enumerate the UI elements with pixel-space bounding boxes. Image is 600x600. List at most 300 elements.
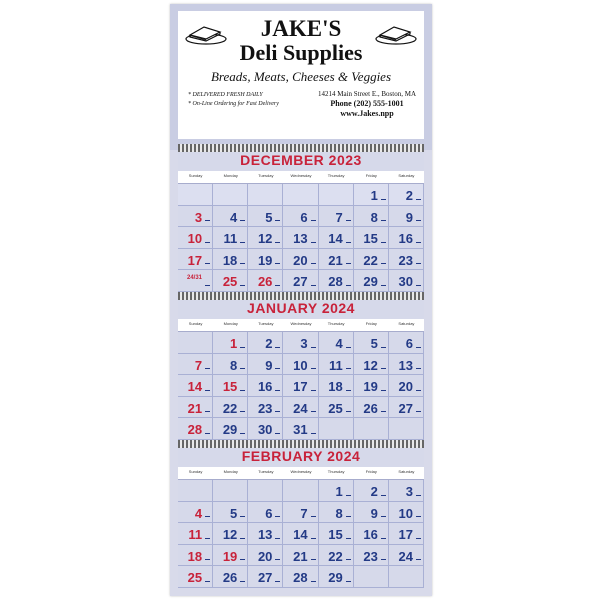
business-subtitle: Deli Supplies: [239, 40, 363, 65]
day-number: 1: [230, 336, 238, 351]
day-cell: [319, 249, 354, 271]
day-cell: [319, 502, 354, 524]
day-cell: [354, 332, 389, 354]
day-underline: [311, 433, 316, 434]
day-number: 16: [363, 527, 378, 542]
day-cell: [354, 545, 389, 567]
day-cell: [213, 375, 248, 397]
day-underline: [416, 559, 421, 560]
day-cell: [319, 523, 354, 545]
spiral-binding: [178, 144, 424, 152]
day-cell: [178, 375, 213, 397]
day-number: 8: [230, 357, 238, 373]
day-cell: [283, 249, 318, 271]
day-underline: [240, 433, 245, 434]
day-number: 27: [293, 274, 308, 289]
day-number: 16: [257, 379, 273, 394]
day-underline: [346, 411, 351, 412]
day-underline: [240, 538, 245, 539]
day-cell: [178, 397, 213, 419]
day-number: 11: [328, 357, 343, 373]
day-underline: [416, 242, 421, 243]
feature-line: * DELIVERED FRESH DAILY: [188, 92, 263, 98]
day-number: 3: [405, 484, 413, 499]
day-number: 12: [363, 357, 378, 373]
day-cell: [389, 545, 424, 567]
business-contact: [318, 89, 416, 119]
weekday-label: Friday: [365, 173, 377, 178]
weekday-label: Thursday: [327, 469, 345, 474]
day-cell: [178, 480, 213, 502]
month-pad: [178, 150, 424, 292]
day-cell: [178, 206, 213, 228]
day-number: 4: [230, 209, 238, 225]
day-cell: [248, 523, 283, 545]
day-number: 28: [293, 570, 308, 585]
day-underline: [346, 516, 351, 517]
day-underline: [311, 220, 316, 221]
spiral-binding: [178, 440, 424, 448]
weekday-label: Tuesday: [258, 173, 274, 178]
day-cell: [283, 502, 318, 524]
weekday-label: Monday: [223, 173, 238, 178]
day-number: 22: [328, 548, 343, 564]
day-underline: [311, 411, 316, 412]
day-underline: [275, 285, 280, 286]
day-number: 15: [328, 527, 343, 542]
weekday-label: Saturday: [398, 173, 415, 178]
day-cell: [389, 566, 424, 588]
day-underline: [416, 368, 421, 369]
weekday-label: Monday: [223, 469, 238, 474]
day-cell: [213, 502, 248, 524]
day-number: 14: [293, 527, 308, 542]
day-cell: [283, 418, 318, 440]
day-underline: [416, 516, 421, 517]
day-underline: [205, 538, 210, 539]
day-underline: [275, 220, 280, 221]
day-underline: [275, 263, 280, 264]
day-cell: [389, 270, 424, 292]
day-cell: [248, 354, 283, 376]
day-number: 9: [370, 505, 378, 521]
day-underline: [381, 285, 386, 286]
day-number: 7: [335, 209, 343, 225]
weekday-label: Sunday: [188, 321, 203, 326]
day-number: 17: [187, 252, 203, 268]
day-number: 30: [398, 274, 413, 289]
day-number: 22: [363, 252, 378, 268]
day-underline: [275, 559, 280, 560]
day-underline: [275, 347, 280, 348]
business-address: 14214 Main Street E., Boston, MA: [318, 90, 416, 98]
day-number: 28: [328, 274, 343, 289]
day-number: 6: [265, 505, 273, 521]
day-cell: [354, 206, 389, 228]
day-underline: [416, 538, 421, 539]
day-cell: [213, 206, 248, 228]
day-cell: [389, 418, 424, 440]
day-cell: [389, 354, 424, 376]
day-cell: [354, 418, 389, 440]
day-underline: [346, 285, 351, 286]
day-cell: [248, 397, 283, 419]
day-cell: [248, 184, 283, 206]
day-number: 24/31: [187, 275, 203, 281]
day-underline: [346, 559, 351, 560]
day-number: 12: [222, 527, 238, 542]
weekday-label: Thursday: [327, 321, 345, 326]
day-cell: [248, 566, 283, 588]
day-underline: [381, 199, 386, 200]
day-cell: [213, 249, 248, 271]
day-number: 30: [257, 422, 273, 437]
day-cell: [354, 227, 389, 249]
day-number: 26: [222, 570, 238, 585]
day-cell: [319, 418, 354, 440]
day-cell: [319, 480, 354, 502]
day-cell: [213, 270, 248, 292]
day-cell: [178, 545, 213, 567]
day-cell: [178, 566, 213, 588]
day-underline: [205, 368, 210, 369]
day-number: 25: [187, 570, 203, 585]
day-cell: [354, 566, 389, 588]
day-cell: [354, 375, 389, 397]
day-number: 20: [257, 548, 273, 564]
day-cell: [213, 523, 248, 545]
day-cell: [178, 354, 213, 376]
day-number: 10: [398, 505, 413, 521]
day-cell: [389, 332, 424, 354]
weekday-header: [178, 319, 424, 332]
weekday-label: Wednesday: [290, 321, 312, 326]
day-cell: [354, 397, 389, 419]
day-number: 26: [257, 274, 273, 289]
day-underline: [311, 263, 316, 264]
day-number: 4: [335, 336, 343, 351]
day-number: 2: [370, 484, 378, 499]
day-cell: [354, 270, 389, 292]
day-cell: [283, 227, 318, 249]
day-underline: [381, 220, 386, 221]
weekday-label: Saturday: [398, 321, 415, 326]
day-cell: [354, 249, 389, 271]
day-number: 15: [363, 231, 378, 246]
day-underline: [416, 220, 421, 221]
day-number: 2: [265, 336, 273, 351]
day-number: 29: [328, 570, 343, 585]
day-underline: [381, 368, 386, 369]
business-features: [188, 91, 279, 109]
day-underline: [381, 347, 386, 348]
day-number: 20: [293, 252, 308, 268]
day-number: 28: [187, 422, 203, 437]
day-cell: [319, 566, 354, 588]
day-cell: [213, 397, 248, 419]
wall-calendar: [170, 4, 432, 596]
day-cell: [389, 397, 424, 419]
day-underline: [311, 368, 316, 369]
day-underline: [205, 559, 210, 560]
day-underline: [311, 538, 316, 539]
day-number: 18: [187, 548, 203, 564]
day-underline: [240, 390, 245, 391]
day-cell: [283, 566, 318, 588]
business-name: JAKE'S: [260, 16, 342, 41]
day-number: 18: [328, 379, 343, 394]
day-number: 13: [398, 357, 413, 373]
day-underline: [240, 368, 245, 369]
day-underline: [381, 263, 386, 264]
day-underline: [311, 390, 316, 391]
day-underline: [205, 411, 210, 412]
day-underline: [275, 516, 280, 517]
day-cell: [248, 502, 283, 524]
day-cell: [248, 270, 283, 292]
weekday-label: Saturday: [398, 469, 415, 474]
day-underline: [205, 263, 210, 264]
day-cell: [283, 480, 318, 502]
day-underline: [416, 411, 421, 412]
day-cell: [319, 397, 354, 419]
day-underline: [205, 516, 210, 517]
day-underline: [381, 242, 386, 243]
day-cell: [248, 227, 283, 249]
day-number: 4: [194, 505, 203, 521]
day-cell: [389, 227, 424, 249]
day-underline: [346, 242, 351, 243]
day-underline: [416, 199, 421, 200]
day-number: 24: [398, 548, 413, 564]
day-cell: [248, 545, 283, 567]
day-underline: [275, 538, 280, 539]
day-number: 5: [230, 505, 238, 521]
weekday-label: Wednesday: [290, 173, 312, 178]
day-number: 8: [370, 209, 378, 225]
day-number: 24: [293, 400, 308, 416]
day-cell: [248, 480, 283, 502]
day-underline: [416, 263, 421, 264]
day-cell: [178, 502, 213, 524]
day-number: 23: [257, 400, 273, 416]
day-number: 17: [398, 527, 413, 542]
weekday-header: [178, 467, 424, 480]
month-title: FEBRUARY 2024: [241, 448, 361, 464]
day-cell: [213, 227, 248, 249]
day-underline: [346, 495, 351, 496]
weekday-label: Wednesday: [290, 469, 312, 474]
day-number: 6: [405, 336, 413, 351]
day-underline: [416, 285, 421, 286]
day-underline: [205, 390, 210, 391]
month-title: JANUARY 2024: [247, 300, 355, 316]
weekday-header: [178, 171, 424, 184]
day-cell: [178, 184, 213, 206]
day-underline: [311, 516, 316, 517]
day-number: 20: [398, 379, 413, 394]
day-number: 15: [222, 379, 238, 394]
day-cell: [213, 566, 248, 588]
day-cell: [389, 375, 424, 397]
day-cell: [354, 523, 389, 545]
weekday-label: Thursday: [327, 173, 345, 178]
day-cell: [389, 206, 424, 228]
day-cell: [319, 545, 354, 567]
day-number: 9: [265, 357, 273, 373]
day-underline: [240, 242, 245, 243]
day-number: 25: [328, 400, 343, 416]
day-number: 7: [194, 357, 203, 373]
day-underline: [240, 263, 245, 264]
day-underline: [205, 581, 210, 582]
day-cell: [354, 502, 389, 524]
day-number: 5: [370, 336, 378, 351]
day-underline: [240, 581, 245, 582]
day-cell: [389, 523, 424, 545]
day-number: 18: [222, 252, 238, 268]
day-number: 19: [222, 548, 238, 564]
day-underline: [381, 538, 386, 539]
day-underline: [240, 285, 245, 286]
day-underline: [275, 242, 280, 243]
day-cell: [213, 184, 248, 206]
day-cell: [389, 502, 424, 524]
day-cell: [319, 270, 354, 292]
day-cell: [248, 375, 283, 397]
day-underline: [240, 347, 245, 348]
day-number: 23: [363, 548, 378, 564]
day-cell: [354, 480, 389, 502]
day-cell: [389, 184, 424, 206]
day-underline: [381, 411, 386, 412]
day-number: 8: [335, 505, 343, 521]
day-cell: [283, 397, 318, 419]
day-cell: [178, 332, 213, 354]
day-cell: [389, 480, 424, 502]
day-number: 22: [222, 400, 238, 416]
day-cell: [283, 332, 318, 354]
day-cell: [319, 206, 354, 228]
day-underline: [240, 220, 245, 221]
day-underline: [346, 220, 351, 221]
day-number: 31: [293, 422, 308, 437]
day-number: 14: [328, 231, 343, 246]
day-underline: [275, 411, 280, 412]
day-underline: [240, 516, 245, 517]
weekday-label: Tuesday: [258, 469, 274, 474]
day-cell: [283, 375, 318, 397]
day-underline: [275, 581, 280, 582]
day-cell: [213, 332, 248, 354]
day-number: 21: [293, 548, 308, 564]
day-cell: [354, 354, 389, 376]
day-underline: [346, 390, 351, 391]
day-number: 12: [257, 231, 273, 246]
day-underline: [311, 347, 316, 348]
advertiser-header: [170, 4, 432, 150]
day-underline: [416, 390, 421, 391]
day-number: 11: [223, 231, 238, 246]
day-cell: [248, 206, 283, 228]
header-card: [178, 11, 424, 139]
day-cell: [178, 227, 213, 249]
business-web: www.Jakes.npp: [340, 109, 394, 118]
day-underline: [346, 347, 351, 348]
day-cell: [389, 249, 424, 271]
day-underline: [311, 285, 316, 286]
day-cell: [178, 270, 213, 292]
day-cell: [319, 375, 354, 397]
day-underline: [346, 368, 351, 369]
day-cell: [213, 418, 248, 440]
business-tagline: Breads, Meats, Cheeses & Veggies: [210, 69, 392, 84]
business-phone: Phone (202) 555-1001: [330, 99, 404, 108]
day-number: 17: [293, 379, 308, 394]
day-underline: [346, 538, 351, 539]
day-underline: [311, 559, 316, 560]
day-underline: [416, 347, 421, 348]
day-cell: [178, 418, 213, 440]
day-cell: [213, 354, 248, 376]
month-pad: [178, 446, 424, 588]
weekday-label: Friday: [365, 321, 377, 326]
day-number: 11: [188, 527, 203, 542]
day-number: 9: [405, 209, 413, 225]
day-underline: [416, 495, 421, 496]
day-cell: [283, 545, 318, 567]
day-cell: [248, 332, 283, 354]
weekday-label: Sunday: [188, 173, 203, 178]
day-underline: [346, 581, 351, 582]
day-number: 5: [265, 209, 273, 225]
weekday-label: Monday: [223, 321, 238, 326]
day-cell: [213, 480, 248, 502]
day-number: 2: [405, 188, 413, 203]
weekday-label: Friday: [365, 469, 377, 474]
day-number: 3: [194, 209, 203, 225]
day-cell: [283, 354, 318, 376]
day-number: 23: [398, 252, 413, 268]
day-number: 14: [187, 379, 203, 394]
day-cell: [248, 418, 283, 440]
day-underline: [205, 242, 210, 243]
day-number: 10: [187, 231, 203, 246]
feature-line: * On-Line Ordering for Fast Delivery: [188, 101, 279, 107]
day-cell: [283, 206, 318, 228]
day-cell: [319, 354, 354, 376]
day-number: 1: [335, 484, 343, 499]
spiral-binding: [178, 292, 424, 300]
day-number: 26: [363, 400, 378, 416]
day-number: 27: [257, 570, 273, 585]
day-underline: [205, 285, 210, 286]
day-cell: [283, 184, 318, 206]
day-underline: [275, 433, 280, 434]
day-underline: [275, 390, 280, 391]
day-underline: [381, 495, 386, 496]
day-cell: [319, 332, 354, 354]
day-cell: [178, 523, 213, 545]
day-underline: [381, 390, 386, 391]
day-underline: [381, 559, 386, 560]
day-underline: [381, 516, 386, 517]
day-number: 25: [222, 274, 238, 289]
day-underline: [240, 559, 245, 560]
day-number: 16: [398, 231, 413, 246]
day-number: 10: [293, 357, 308, 373]
day-cell: [213, 545, 248, 567]
